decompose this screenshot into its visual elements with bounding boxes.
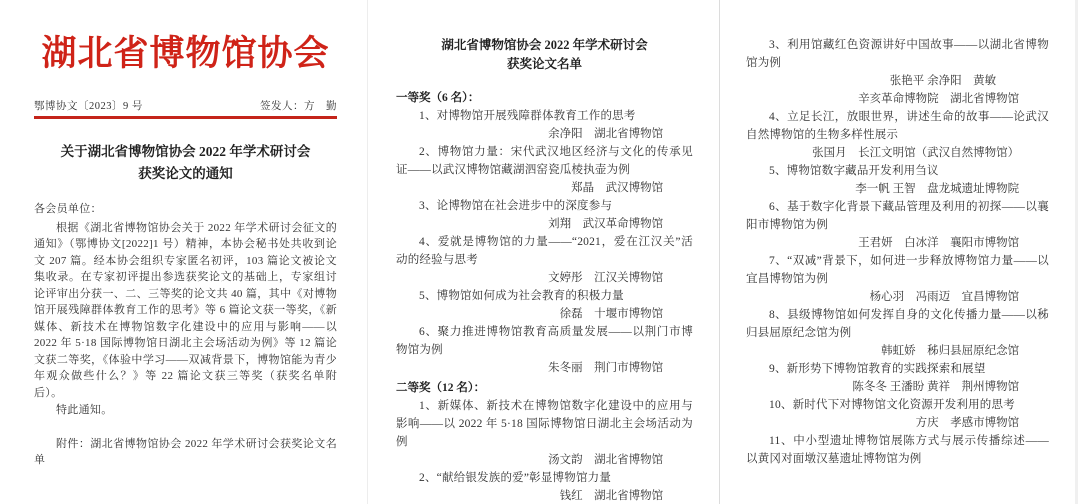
- paper-authors: 钱红 湖北省博物馆: [559, 490, 664, 502]
- paper-item: [396, 287, 693, 323]
- issuer: 签发人：方 勤: [260, 101, 337, 112]
- paper-title: 1、新媒体、新技术在博物馆数字化建设中的应用与影响——以 2022 年 5·18 国际博物馆日湖北主会场活动为例: [396, 400, 693, 448]
- paper-item: [746, 306, 1049, 360]
- paper-authors: 李一帆 王智 盘龙城遗址博物院: [855, 183, 1020, 195]
- paper-item: [746, 396, 1049, 432]
- paper-item: [746, 162, 1049, 198]
- paper-title: 6、基于数字化背景下藏品管理及利用的初探——以襄阳市博物馆为例: [746, 201, 1049, 231]
- paper-title: 5、博物馆数字藏品开发利用刍议: [769, 165, 939, 177]
- association-masthead: 湖北省博物馆协会: [41, 34, 330, 73]
- notice-page: [0, 0, 367, 504]
- paper-title: 2、博物馆力量：宋代武汉地区经济与文化的传承见证——以武汉博物馆藏湖泗窑瓷瓜棱执壶为例: [396, 146, 693, 176]
- paper-item: [396, 323, 693, 377]
- paper-authors: 杨心羽 冯雨迈 宜昌博物馆: [869, 291, 1020, 303]
- paper-title: 10、新时代下对博物馆文化资源开发利用的思考: [769, 399, 1015, 411]
- award-list-page-2: [719, 0, 1078, 504]
- paper-authors: 郑晶 武汉博物馆: [571, 182, 664, 194]
- first-prize-heading: 一等奖（6 名）：: [396, 92, 480, 104]
- paper-authors: 张艳平 余净阳 黄敏: [889, 75, 997, 87]
- list-body: [746, 36, 1049, 468]
- paper-item: [396, 107, 693, 143]
- list-body: [396, 89, 693, 504]
- list-title-line1: 湖北省博物馆协会 2022 年学术研讨会: [441, 38, 648, 52]
- paper-item: [746, 252, 1049, 306]
- paper-item: [746, 360, 1049, 396]
- paper-authors: 汤文韵 湖北省博物馆: [548, 454, 664, 466]
- closing-line: 特此通知。: [56, 404, 113, 416]
- notice-body: [34, 201, 337, 469]
- list-title: [396, 36, 693, 74]
- paper-item: [746, 36, 1049, 108]
- paper-authors: 方庆 孝感市博物馆: [915, 417, 1020, 429]
- paper-title: 5、博物馆如何成为社会教育的积极力量: [419, 290, 624, 302]
- document-number-row: [34, 98, 337, 113]
- salutation: 各会员单位：: [34, 203, 102, 215]
- paper-authors: 朱冬丽 荆门市博物馆: [548, 362, 664, 374]
- paper-authors: 陈冬冬 王潘盼 黄祥 荆州博物馆: [852, 381, 1020, 393]
- paper-authors: 余净阳 湖北省博物馆: [548, 128, 664, 140]
- list-title-line2: 获奖论文名单: [506, 57, 582, 71]
- paper-title: 3、利用馆藏红色资源讲好中国故事——以湖北省博物馆为例: [746, 39, 1049, 69]
- paper-affiliations: 辛亥革命博物院 湖北省博物馆: [858, 93, 1020, 105]
- attachment-note: 附件：湖北省博物馆协会 2022 年学术研讨会获奖论文名单: [34, 437, 337, 466]
- paper-item: [396, 233, 693, 287]
- paper-item: [746, 108, 1049, 162]
- paper-title: 11、中小型遗址博物馆展陈方式与展示传播综述——以黄冈对面墩汉墓遗址博物馆为例: [746, 435, 1049, 465]
- paper-authors: 韩虹娇 秭归县屈原纪念馆: [881, 345, 1020, 357]
- paper-authors: 王君妍 白冰洋 襄阳市博物馆: [858, 237, 1020, 249]
- paper-title: 9、新形势下博物馆教育的实践探索和展望: [769, 363, 986, 375]
- paper-title: 6、聚力推进博物馆教育高质量发展——以荆门市博物馆为例: [396, 326, 693, 356]
- paper-authors: 张国月 长江文明馆（武汉自然博物馆）: [812, 147, 1020, 159]
- paper-item: [396, 397, 693, 469]
- paper-item: [396, 143, 693, 197]
- paper-title: 8、县级博物馆如何发挥自身的文化传播力量——以秭归县屈原纪念馆为例: [746, 309, 1049, 339]
- paper-title: 7、“双减”背景下，如何进一步释放博物馆力量——以宜昌博物馆为例: [746, 255, 1049, 285]
- notice-title: [34, 141, 337, 185]
- paper-title: 3、论博物馆在社会进步中的深度参与: [419, 200, 613, 212]
- paper-item: [746, 198, 1049, 252]
- notice-title-line1: 关于湖北省博物馆协会 2022 年学术研讨会: [60, 144, 311, 159]
- award-list-page-1: [367, 0, 719, 504]
- paper-item: [746, 432, 1049, 468]
- paper-authors: 徐磊 十堰市博物馆: [559, 308, 664, 320]
- paper-authors: 文婷彤 江汉关博物馆: [548, 272, 664, 284]
- paper-title: 4、爱就是博物馆的力量——“2021，爱在江汉关”活动的经验与思考: [396, 236, 693, 266]
- paper-title: 1、对博物馆开展残障群体教育工作的思考: [419, 110, 636, 122]
- paper-item: [396, 469, 693, 504]
- paper-title: 2、“献给银发族的爱”彰显博物馆力量: [419, 472, 612, 484]
- paper-authors: 刘翔 武汉革命博物馆: [548, 218, 664, 230]
- red-divider-rule: [34, 116, 337, 119]
- document-number: 鄂博协文〔2023〕9 号: [34, 101, 143, 112]
- paper-title: 4、立足长江，放眼世界，讲述生命的故事——论武汉自然博物馆的生物多样性展示: [746, 111, 1049, 141]
- notice-title-line2: 获奖论文的通知: [138, 166, 233, 181]
- second-prize-heading: 二等奖（12 名）：: [396, 382, 486, 394]
- paper-item: [396, 197, 693, 233]
- notice-paragraph: 根据《湖北省博物馆协会关于 2022 年学术研讨会征文的通知》（鄂博协文[2022]1 号）精神，本协会秘书处共收到论文 207 篇。经本协会组织专家匿名初评，103 篇论文被论文集收录。在专家初评提出参选获奖论文的基础上，专家组讨论评审出分获一、二、三等奖的论文共 40 篇，其中《对博物馆开展残障群体教育工作的思考》等 6 篇论文获一等奖，《新媒体、新技术在博物馆数字化建设中的应用与影响——以 2022 年 5·18 国际博物馆日湖北主会场活动为例》等 12 篇论文获二等奖，《体验中学习——双减背景下，博物馆能为青少年观众做些什么？》等 22 篇论文获三等奖（获奖名单附后）。: [34, 221, 337, 399]
